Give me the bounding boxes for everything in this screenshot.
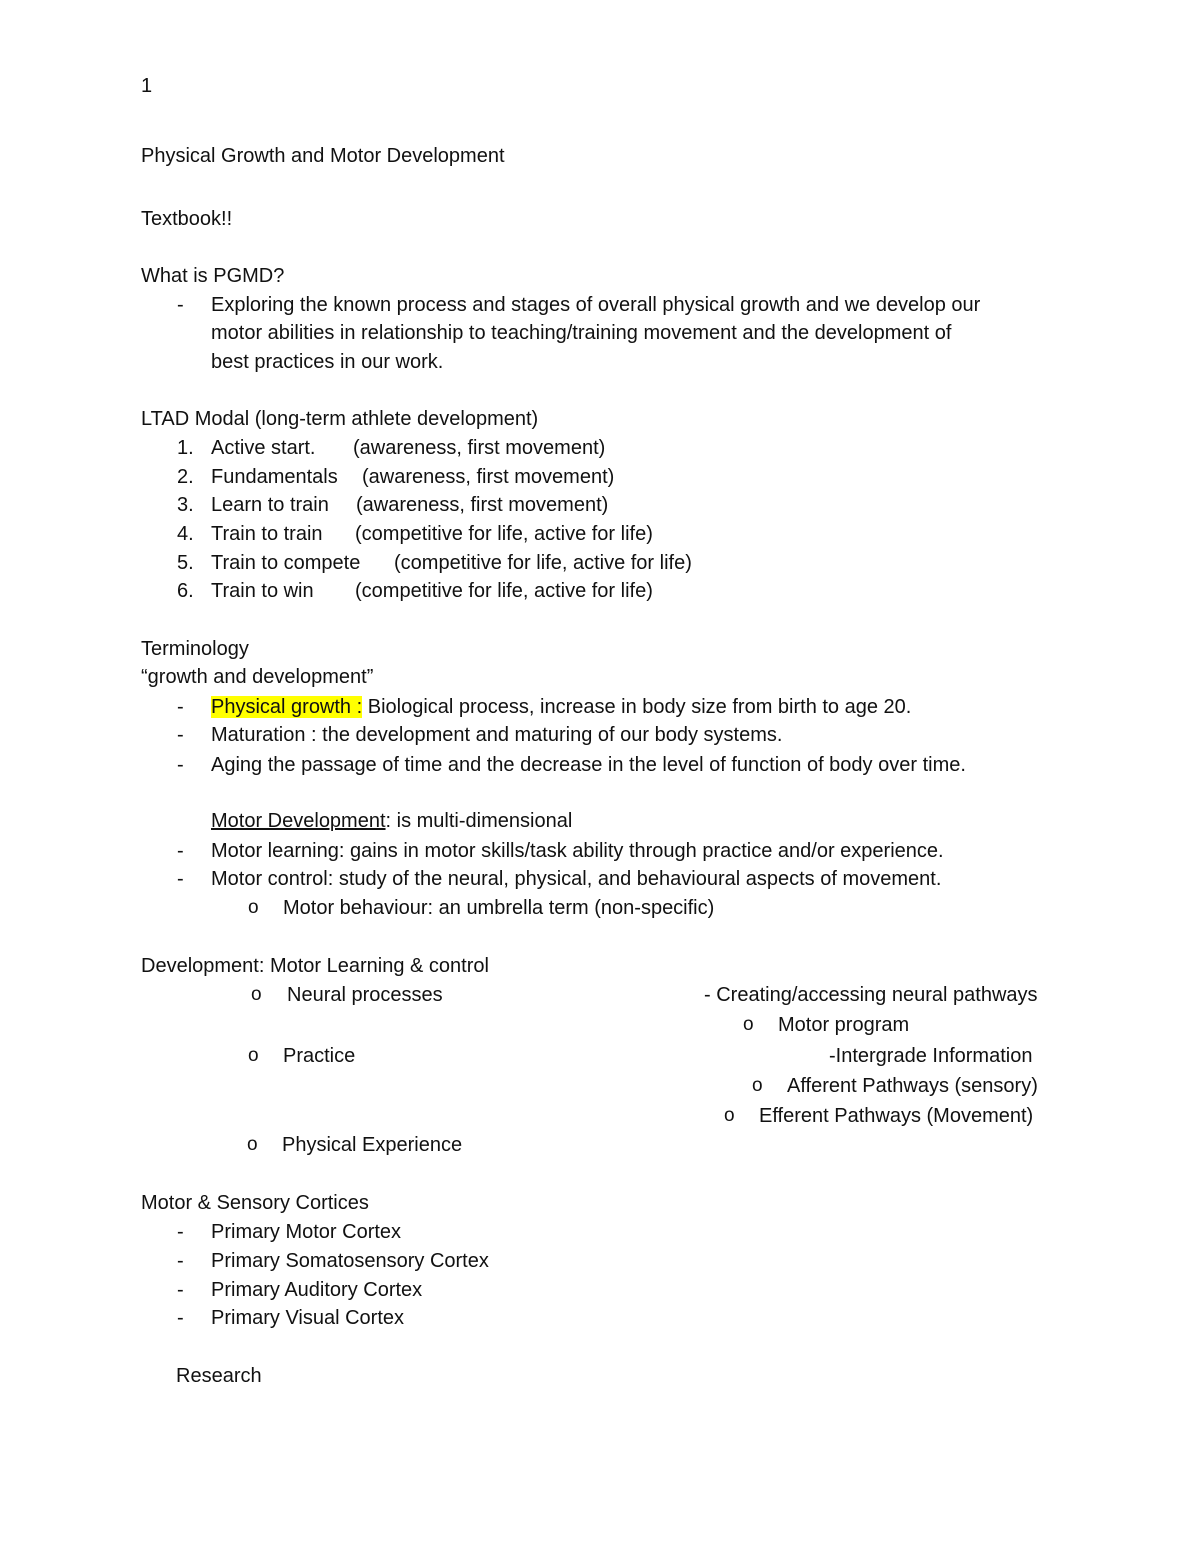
- motor-development-label: Motor Development: [211, 810, 386, 832]
- motor-development-text: : is multi-dimensional: [385, 810, 573, 832]
- motor-program-item: Motor program: [778, 1014, 910, 1036]
- bullet-dash: -: [177, 1250, 184, 1272]
- ltad-item-number: 1.: [177, 437, 194, 459]
- bullet-dash: -: [177, 840, 184, 862]
- bullet-dash: -: [177, 868, 184, 890]
- bullet-dash: -: [177, 754, 184, 776]
- bullet-dash: -: [177, 724, 184, 746]
- ltad-item-name: Train to compete: [211, 552, 361, 574]
- research-heading: Research: [176, 1365, 262, 1387]
- textbook-note: Textbook!!: [141, 208, 233, 230]
- aging-line: Aging the passage of time and the decrease in the level of function of body over time.: [211, 754, 966, 776]
- pgmd-line: Exploring the known process and stages of overall physical growth and we develop our: [211, 294, 981, 316]
- cortex-item: Primary Auditory Cortex: [211, 1279, 423, 1301]
- bullet-circle: o: [251, 984, 262, 1005]
- cortex-item: Primary Motor Cortex: [211, 1221, 402, 1243]
- bullet-circle: o: [248, 1045, 259, 1066]
- ltad-item-name: Train to train: [211, 523, 323, 545]
- ltad-item-number: 3.: [177, 494, 194, 516]
- physical-growth-label: Physical growth :: [211, 696, 363, 718]
- bullet-circle: o: [248, 897, 259, 918]
- bullet-circle: o: [724, 1105, 735, 1126]
- bullet-dash: -: [177, 1221, 184, 1243]
- ltad-item-number: 4.: [177, 523, 194, 545]
- cortices-heading: Motor & Sensory Cortices: [141, 1192, 369, 1214]
- pgmd-line: motor abilities in relationship to teaching/training movement and the development of: [211, 322, 952, 344]
- creating-neural-pathways: - Creating/accessing neural pathways: [704, 984, 1038, 1006]
- ltad-item-note: (awareness, first movement): [356, 494, 609, 516]
- ltad-item-note: (awareness, first movement): [362, 466, 615, 488]
- development-heading: Development: Motor Learning & control: [141, 955, 489, 977]
- physical-growth-line: [211, 695, 911, 719]
- ltad-heading: LTAD Modal (long-term athlete development): [141, 408, 539, 430]
- terminology-quote: “growth and development”: [141, 666, 374, 688]
- ltad-item-note: (competitive for life, active for life): [394, 552, 692, 574]
- motor-behaviour-line: Motor behaviour: an umbrella term (non-specific): [283, 897, 715, 919]
- neural-processes-item: Neural processes: [287, 984, 443, 1006]
- bullet-circle: o: [247, 1134, 258, 1155]
- pgmd-heading: What is PGMD?: [141, 265, 285, 287]
- ltad-item-name: Active start.: [211, 437, 316, 459]
- ltad-item-number: 5.: [177, 552, 194, 574]
- bullet-dash: -: [177, 294, 184, 316]
- page-number: 1: [141, 75, 153, 97]
- motor-learning-line: Motor learning: gains in motor skills/task ability through practice and/or experience.: [211, 840, 944, 862]
- bullet-dash: -: [177, 696, 184, 718]
- bullet-dash: -: [177, 1279, 184, 1301]
- ltad-item-name: Learn to train: [211, 494, 329, 516]
- ltad-item-number: 6.: [177, 580, 194, 602]
- motor-control-line: Motor control: study of the neural, physical, and behavioural aspects of movement.: [211, 868, 942, 890]
- intergrade-information: -Intergrade Information: [829, 1045, 1033, 1067]
- document-title: Physical Growth and Motor Development: [141, 145, 505, 167]
- physical-experience-item: Physical Experience: [282, 1134, 463, 1156]
- ltad-item-name: Train to win: [211, 580, 314, 602]
- efferent-pathways-item: Efferent Pathways (Movement): [759, 1105, 1034, 1127]
- bullet-circle: o: [752, 1075, 763, 1096]
- physical-growth-text: Biological process, increase in body size from birth to age 20.: [362, 696, 912, 718]
- afferent-pathways-item: Afferent Pathways (sensory): [787, 1075, 1038, 1097]
- bullet-dash: -: [177, 1307, 184, 1329]
- cortex-item: Primary Visual Cortex: [211, 1307, 405, 1329]
- motor-development-line: [211, 809, 572, 833]
- ltad-item-number: 2.: [177, 466, 194, 488]
- ltad-item-note: (competitive for life, active for life): [355, 523, 653, 545]
- terminology-heading: Terminology: [141, 638, 249, 660]
- bullet-circle: o: [743, 1014, 754, 1035]
- ltad-item-name: Fundamentals: [211, 466, 338, 488]
- maturation-line: Maturation : the development and maturing of our body systems.: [211, 724, 783, 746]
- ltad-item-note: (competitive for life, active for life): [355, 580, 653, 602]
- cortex-item: Primary Somatosensory Cortex: [211, 1250, 489, 1272]
- ltad-item-note: (awareness, first movement): [353, 437, 606, 459]
- pgmd-line: best practices in our work.: [211, 351, 444, 373]
- practice-item: Practice: [283, 1045, 356, 1067]
